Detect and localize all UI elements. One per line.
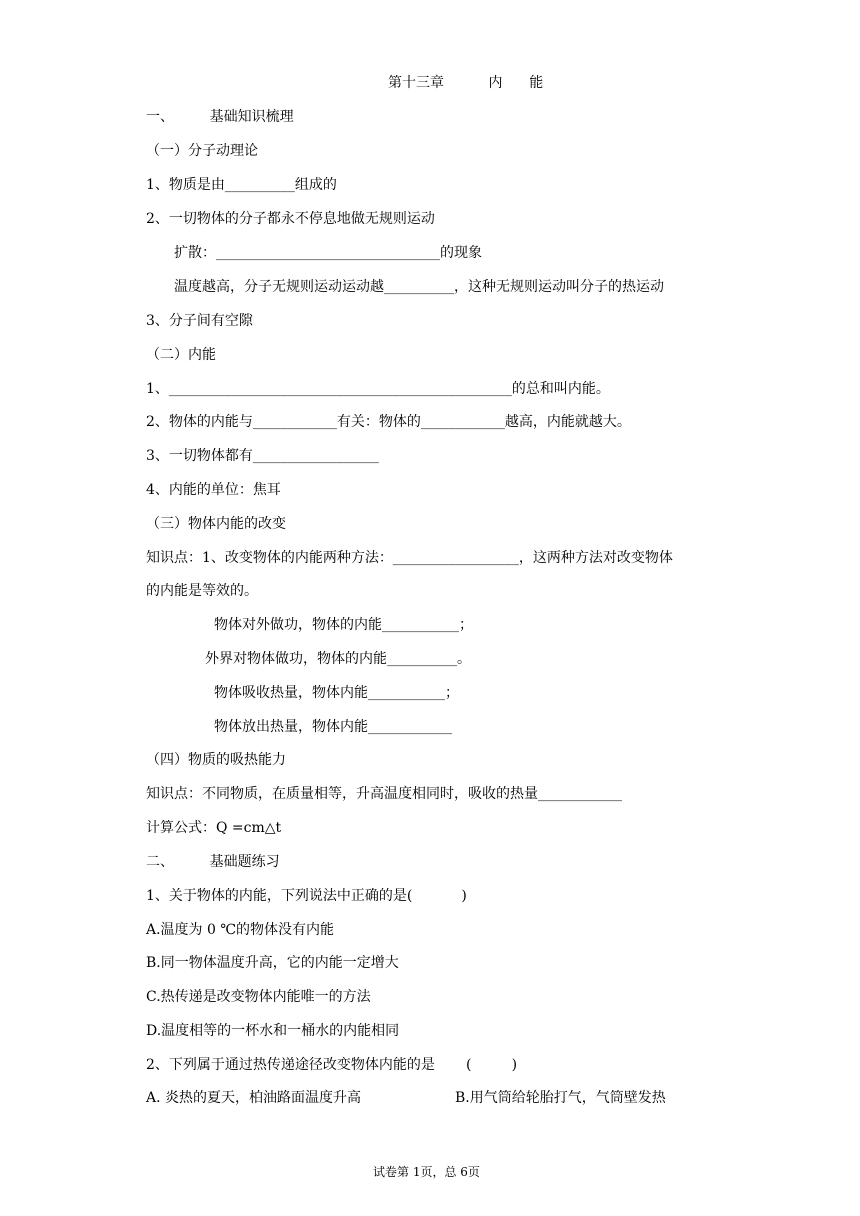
text-line: 3、一切物体都有__________________ <box>146 448 379 464</box>
option-b: B.用气筒给轮胎打气，气筒壁发热 <box>455 1090 666 1106</box>
page-title: 第十三章 内 能 <box>388 75 544 91</box>
text-line: 2、物体的内能与____________有关：物体的____________越高，内能就越大。 <box>146 414 631 430</box>
option-a: A.温度为 0 ℃的物体没有内能 <box>146 922 335 938</box>
page-footer: 试卷第 1页，总 6页 <box>373 1165 480 1179</box>
option-d: D.温度相等的一杯水和一桶水的内能相同 <box>146 1023 400 1039</box>
text-line: 1、物质是由__________组成的 <box>146 177 337 193</box>
text-line: 扩散：________________________________的现象 <box>174 245 482 261</box>
subsection-heading: （四）物质的吸热能力 <box>146 752 286 768</box>
option-c: C.热传递是改变物体内能唯一的方法 <box>146 989 371 1005</box>
text-line: 知识点：不同物质，在质量相等，升高温度相同时，吸收的热量____________ <box>146 786 622 802</box>
text-line: 的内能是等效的。 <box>146 583 258 599</box>
text-line: 外界对物体做功，物体的内能__________。 <box>205 651 471 667</box>
question-stem: 2、下列属于通过热传递途径改变物体内能的是 ( ) <box>146 1057 518 1073</box>
text-line: 1、_________________________________________________的总和叫内能。 <box>146 381 610 397</box>
text-line: 知识点：1、改变物体的内能两种方法：__________________，这两种方法对改变物体 <box>146 550 673 566</box>
text-line: 2、一切物体的分子都永不停息地做无规则运动 <box>146 211 435 227</box>
subsection-heading: （二）内能 <box>146 347 216 363</box>
option-a: A. 炎热的夏天，柏油路面温度升高 <box>146 1090 362 1106</box>
text-line: 温度越高，分子无规则运动运动越__________，这种无规则运动叫分子的热运动 <box>174 279 664 295</box>
text-line: 物体放出热量，物体内能____________ <box>214 719 452 735</box>
question-stem: 1、关于物体的内能，下列说法中正确的是( ) <box>146 888 467 904</box>
option-b: B.同一物体温度升高，它的内能一定增大 <box>146 955 399 971</box>
subsection-heading: （一）分子动理论 <box>146 143 258 159</box>
section-heading: 二、 基础题练习 <box>146 854 280 870</box>
text-line: 4、内能的单位：焦耳 <box>146 482 281 498</box>
formula-line: 计算公式：Q =cm△t <box>146 820 282 836</box>
text-line: 物体吸收热量，物体内能___________； <box>214 685 459 701</box>
section-heading: 一、 基础知识梳理 <box>146 109 294 125</box>
text-line: 物体对外做功，物体的内能___________； <box>214 617 473 633</box>
text-line: 3、分子间有空隙 <box>146 313 253 329</box>
subsection-heading: （三）物体内能的改变 <box>146 516 286 532</box>
